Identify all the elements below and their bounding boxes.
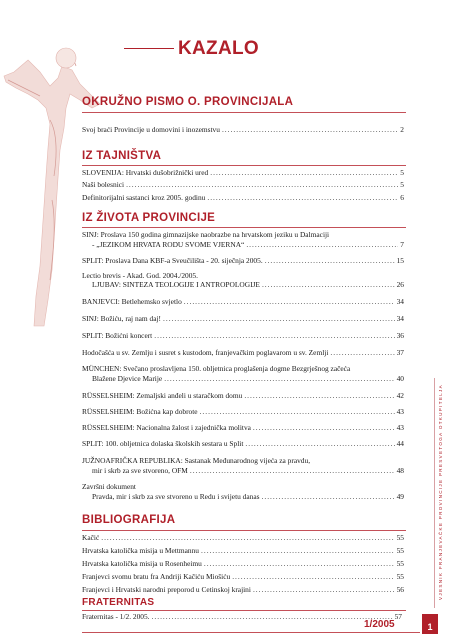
entry-page: 26 (396, 280, 404, 289)
toc-entry-line[interactable]: Lectio brevis - Akad. God. 2004./2005. (82, 271, 198, 280)
entry-title: RÜSSELSHEIM: Nacionalna žalost i zajednička molitva (82, 423, 251, 432)
toc-entry[interactable] (82, 423, 404, 432)
entry-title: Naši bolesnici (82, 180, 125, 189)
entry-title: Hrvatska katolička misija u Mettmannu (82, 546, 199, 555)
entry-title: SLOVENIJA: Hrvatski dušobrižnički ured (82, 168, 209, 177)
entry-page: 43 (396, 423, 404, 432)
entry-page: 7 (400, 240, 404, 249)
toc-entry[interactable] (82, 193, 404, 202)
entry-page: 34 (396, 314, 404, 323)
toc-entry[interactable] (82, 612, 402, 621)
entry-title: SINJ: Božiću, raj nam daj! (82, 314, 162, 323)
entry-title: Franjevci svomu bratu fra Andriji Kačiću Miošiću (82, 572, 231, 581)
entry-title: Hodočašća u sv. Zemlju i susret s kustodom, franjevačkim poglavarom u sv. Zemlji (82, 348, 329, 357)
toc-entry[interactable] (82, 559, 404, 568)
toc-entry[interactable] (82, 391, 404, 400)
toc-entry[interactable] (82, 585, 404, 594)
entry-page: 36 (396, 331, 404, 340)
section-rule (82, 610, 406, 611)
entry-title: RÜSSELSHEIM: Zemaljski anđeli u staračkom domu (82, 391, 243, 400)
entry-page: 55 (396, 533, 404, 542)
toc-entry[interactable] (82, 466, 404, 475)
toc-entry[interactable] (82, 297, 404, 306)
toc-entry[interactable] (82, 546, 404, 555)
entry-page: 2 (400, 125, 404, 134)
entry-page: 57 (394, 612, 402, 621)
entry-page: 15 (396, 256, 404, 265)
entry-title: Blažene Djevice Marije (92, 374, 163, 383)
entry-page: 5 (400, 180, 404, 189)
toc-entry-line[interactable]: MÜNCHEN: Svečano proslavljena 150. obljetnica proglašenja dogme Bezgrješnog začeća (82, 364, 351, 373)
section-heading: IZ ŽIVOTA PROVINCIJE (82, 212, 216, 224)
entry-page: 55 (396, 572, 404, 581)
entry-page: 44 (396, 439, 404, 448)
bottom-rule (82, 632, 420, 633)
page-number: 1 (422, 614, 438, 634)
section-heading: OKRUŽNO PISMO O. PROVINCIJALA (82, 96, 294, 108)
toc-entry[interactable] (82, 240, 404, 249)
entry-title: Svoj braći Provincije u domovini i inozemstvu (82, 125, 220, 134)
toc-entry[interactable] (82, 348, 404, 357)
section-rule (82, 227, 406, 228)
entry-page: 43 (396, 407, 404, 416)
entry-title: Pravda, mir i skrb za sve stvoreno u Redu i svijetu danas (92, 492, 260, 501)
entry-page: 37 (396, 348, 404, 357)
toc-entry[interactable] (82, 572, 404, 581)
entry-title: Franjevci i Hrvatski narodni preporod u Cetinskoj krajini (82, 585, 251, 594)
entry-title: - „JEZIKOM HRVATA RODU SVOME VJERNA“ (92, 240, 245, 249)
entry-title: Fraternitas - 1/2. 2005. (82, 612, 150, 621)
entry-title: LJUBAV: SINTEZA TEOLOGIJE I ANTROPOLOGIJE (92, 280, 260, 289)
entry-title: RÜSSELSHEIM: Božićna kap dobrote (82, 407, 198, 416)
toc-entry-line[interactable]: SINJ: Proslava 150 godina gimnazijske naobrazbe na hrvatskom jeziku u Dalmaciji (82, 230, 330, 239)
toc-entry[interactable] (82, 280, 404, 289)
section-heading: IZ TAJNIŠTVA (82, 150, 162, 162)
journal-side-title: VJESNIK FRANJEVAČKE PROVINCIJE PRESVETOGA OTKUPITELJA (438, 383, 443, 600)
section-rule (82, 112, 406, 113)
entry-page: 56 (396, 585, 404, 594)
section-rule (82, 165, 406, 166)
entry-title: Definitorijalni sastanci kroz 2005. godinu (82, 193, 206, 202)
page-title: KAZALO (178, 38, 259, 59)
entry-page: 55 (396, 559, 404, 568)
toc-entry[interactable] (82, 407, 404, 416)
toc-entry[interactable] (82, 314, 404, 323)
toc-entry[interactable] (82, 168, 404, 177)
side-rule (434, 378, 435, 608)
title-rule (124, 48, 174, 49)
entry-title: SPLIT: Božićni koncert (82, 331, 153, 340)
section-rule (82, 530, 406, 531)
toc-entry[interactable] (82, 374, 404, 383)
entry-title: BANJEVCI: Betlehemsko svjetlo (82, 297, 182, 306)
entry-page: 5 (400, 168, 404, 177)
entry-page: 40 (396, 374, 404, 383)
entry-page: 42 (396, 391, 404, 400)
entry-page: 48 (396, 466, 404, 475)
entry-title: SPLIT: Proslava Dana KBF-a Sveučilišta - 20. siječnja 2005. (82, 256, 263, 265)
entry-title: SPLIT: 100. obljetnica dolaska školskih sestara u Split (82, 439, 244, 448)
entry-title: Kačić (82, 533, 100, 542)
section-heading: BIBLIOGRAFIJA (82, 514, 176, 526)
entry-title: mir i skrb za sve stvoreno, OFM (92, 466, 188, 475)
issue-number: 1/2005 (364, 619, 395, 630)
entry-page: 49 (396, 492, 404, 501)
entry-page: 6 (400, 193, 404, 202)
entry-title: Hrvatska katolička misija u Rosenheimu (82, 559, 202, 568)
toc-entry[interactable] (82, 492, 404, 501)
toc-entry[interactable] (82, 125, 404, 134)
entry-page: 34 (396, 297, 404, 306)
entry-page: 55 (396, 546, 404, 555)
toc-entry[interactable] (82, 533, 404, 542)
toc-entry-line[interactable]: JUŽNOAFRIČKA REPUBLIKA: Sastanak Međunarodnog vijeća za pravdu, (82, 456, 311, 465)
toc-entry[interactable] (82, 331, 404, 340)
toc-entry-line[interactable]: Završni dokument (82, 482, 136, 491)
toc-entry[interactable] (82, 180, 404, 189)
toc-entry[interactable] (82, 439, 404, 448)
section-heading: FRATERNITAS (82, 597, 155, 608)
toc-entry[interactable] (82, 256, 404, 265)
